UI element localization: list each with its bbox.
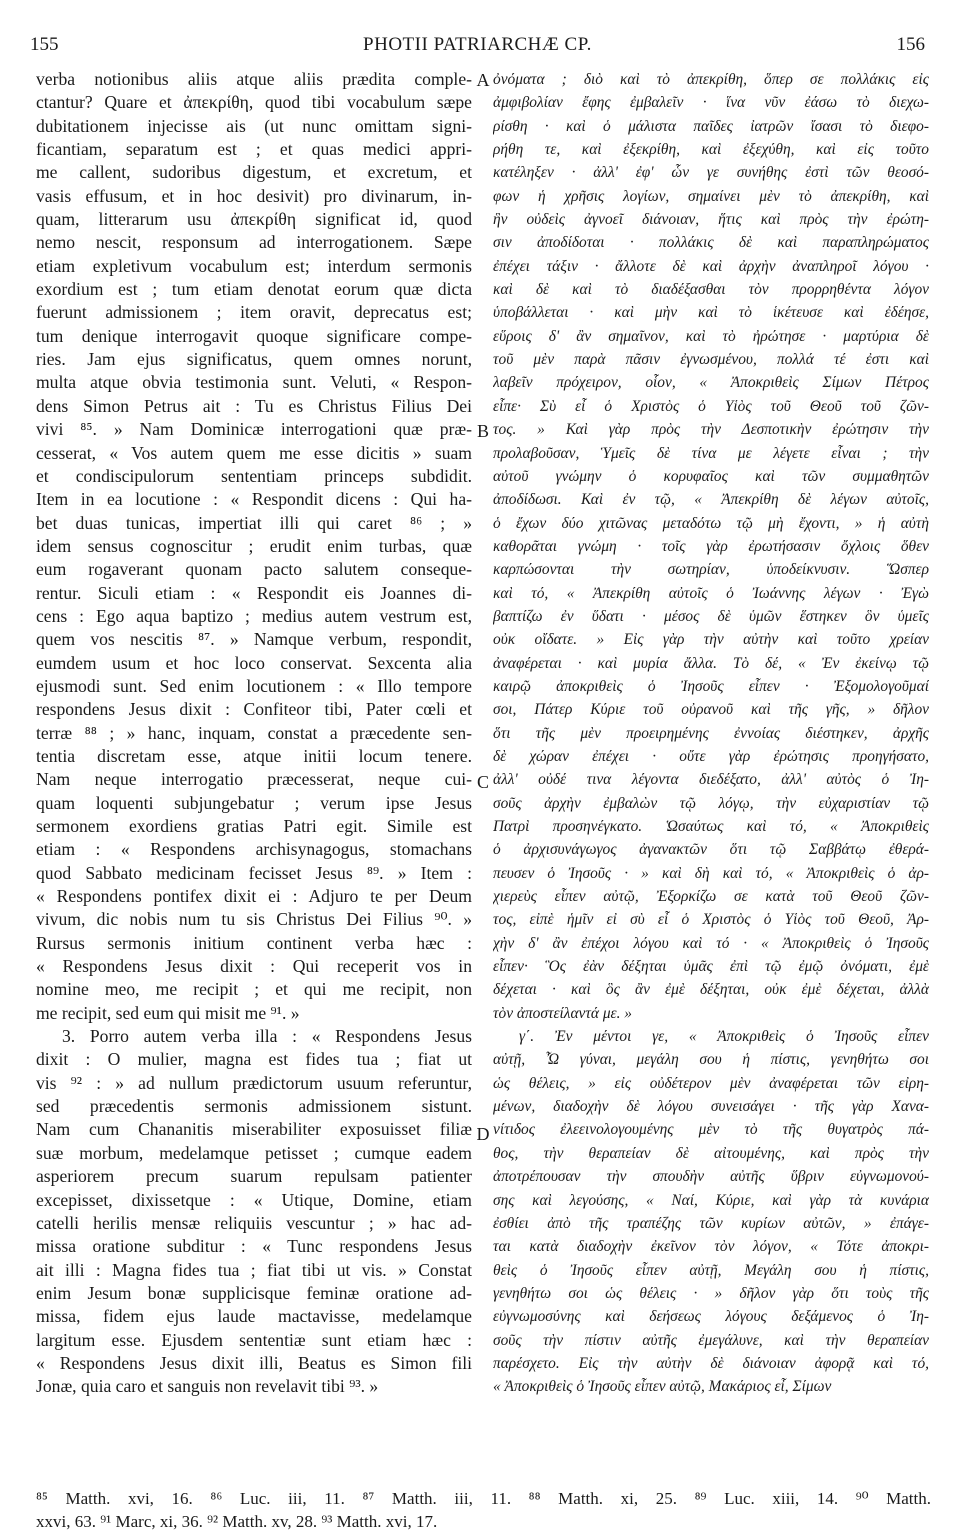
left-page-number: 155	[30, 34, 59, 55]
text-line: εὐγνωμοσύνης καὶ δεήσεως λόγους δεξάμενος ὁ Ἰη-	[493, 1308, 929, 1326]
text-line: αὐτοῦ γνώμην ὁ κορυφαῖος καὶ τῶν συμμαθητῶν	[493, 467, 929, 485]
text-line: idem sensus cognoscitur ; erudit enim turbas, quæ	[36, 535, 472, 556]
text-line: multa atque obvia testimonia sunt. Veluti, « Respon-	[36, 372, 472, 393]
text-line: rentur. Siculi etiam : « Respondit eis Joannes di-	[36, 582, 472, 603]
text-line: quod Sabbato medicinam fecisset Jesus ⁸⁹. » Item :	[36, 862, 472, 883]
text-line: vivum, dic nobis num tu sis Christus Dei Filius ⁹⁰. »	[36, 909, 472, 930]
text-line: καὶ τό, « Ἀπεκρίθη αὐτοῖς ὁ Ἰωάννης λέγων · Ἐγὼ	[493, 584, 929, 602]
text-line: catelli herilis mensæ reliquiis vescuntur ; » hac ad-	[36, 1212, 472, 1233]
text-line: Nam cum Chananitis miserabiliter exposuisset filiæ	[36, 1119, 472, 1140]
text-line: ρίσθη · καὶ ὁ μάλιστα παῖδες ἰατρῶν ἴσασι τὸ διεφο-	[493, 117, 929, 135]
text-line: Jonæ, quia caro et sanguis non revelavit tibi ⁹³. »	[36, 1376, 379, 1397]
text-line: ὁ ἀρχισυνάγωγος ἀγανακτῶν ὅτι τῷ Σαββάτῳ ἐθερά-	[493, 841, 929, 859]
text-line: βαπτίζω ἐν ὕδατι · μέσος δὲ ὑμῶν ἕστηκεν ὃν ὑμεῖς	[493, 607, 929, 625]
text-line: ejusmodi sunt. Sed enim locutionem : « Illo tempore	[36, 675, 472, 696]
text-line: sed præcedentis sermonis admissionem sistunt.	[36, 1096, 472, 1117]
text-line: enim Jesum bonæ supplicisque feminæ oratione ad-	[36, 1282, 472, 1303]
text-line: terræ ⁸⁸ ; » hanc, inquam, constat a præcedente sen-	[36, 722, 472, 743]
text-line: vasis effusum, et in hoc desivit) pro divinarum, in-	[36, 185, 472, 206]
text-line: καιρῷ ἀποκριθεὶς ὁ Ἰησοῦς εἶπεν · Ἐξομολογοῦμαί	[493, 677, 929, 695]
text-line: ὀνόματα ; διὸ καὶ τὸ ἀπεκρίθη, ὅπερ σε πολλάκις εἰς	[493, 71, 929, 88]
text-line: δέχεται · καὶ ὃς ἂν ἐμὲ δέξηται, οὐκ ἐμὲ δέχεται, ἀλλὰ	[493, 981, 929, 999]
text-line: dubitationem injecisse ais (ut nunc omittam signi-	[36, 115, 472, 136]
text-line: ait illi : Magna fides tua ; fiat tibi ut vis. » Constat	[36, 1259, 472, 1280]
text-line: verba notionibus aliis atque aliis prædita comple-	[36, 69, 472, 89]
text-line: etiam expletivum vocabulum est; interdum sermonis	[36, 255, 472, 276]
text-line: ἀποδίδωσι. Καὶ ἐν τῷ, « Ἀπεκρίθη δὲ λέγων αὐτοῖς,	[493, 491, 929, 509]
section-marker-a: A	[476, 70, 490, 90]
text-line: καθορᾶται γνώμη · τοῖς γὰρ ἐρωτήσασιν ὄχλοις ὅθεν	[493, 537, 929, 555]
text-line: vis ⁹² : » ad nullum prædictorum usuum referuntur,	[36, 1072, 472, 1093]
text-line: χιερεὺς εἶπεν αὐτῷ, Ἐξορκίζω σε κατὰ τοῦ Θεοῦ ζῶν-	[493, 888, 929, 906]
text-line: cens : Ego aqua baptizo ; medius autem vestrum est,	[36, 605, 472, 626]
text-line: ἣν οὐδεὶς ἀγνοεῖ διάνοιαν, ἥτις καὶ πρὸς τὴν ἐρώτη-	[493, 211, 929, 229]
text-line: ται κατὰ διαδοχὴν ἐκεῖνον τὸν λόγον, « Τότε ἀποκρι-	[493, 1238, 929, 1256]
text-line: ὑποβάλλεται · καὶ μὴν καὶ τὸ ἱκέτευσε καὶ ἐδέησε,	[493, 304, 929, 322]
text-line: quam, litterarum usu ἀπεκρίθη significat id, quod	[36, 209, 472, 230]
text-line: et condiscipulorum sententiam princeps subdidit.	[36, 465, 472, 486]
text-line: ἐσθίει ἀπὸ τῆς τραπέζης τῶν κυρίων αὐτῶν, » ἐπάγε-	[493, 1214, 929, 1232]
text-line: nemo nescit, responsum ad interrogationem. Sæpe	[36, 232, 472, 253]
text-line: missa, fidem ejus laude mactavisse, medelamque	[36, 1306, 472, 1327]
section-marker-b: B	[476, 421, 489, 441]
text-line: κατέληξεν · ἀλλ' ἐφ' ὧν γε συνήθης ἐστὶ τῶν θεοσό-	[493, 164, 929, 182]
text-line: Πατρὶ προσηνέγκατο. Ὡσαύτως καὶ τό, « Ἀποκριθεὶς	[493, 818, 929, 835]
text-line: eumdem usum et hoc loco conservat. Sexcenta alia	[36, 652, 472, 673]
text-line: etiam : « Respondens archisynagogus, stomachans	[36, 839, 472, 860]
text-line: ctantur? Quare et ἀπεκρίθη, quod tibi vocabulum sæpe	[36, 92, 472, 113]
text-line: suæ morbum, medelamque petisset ; cumque eadem	[36, 1142, 472, 1163]
text-line: σοῦς τὴν πίστιν αὐτῆς ἐμεγάλυνε, καὶ τὴν θεραπείαν	[493, 1331, 929, 1349]
text-line: ἀποτρέπουσαν τὴν σπουδὴν αὐτῆς ὕβριν εὐγνωμονού-	[493, 1168, 929, 1186]
text-line: προλαβοῦσαν, Ὑμεῖς δὲ τίνα με λέγετε εἶναι ; τὴν	[493, 444, 929, 462]
text-line: ρήθη τε, καὶ ἐξεκρίθη, καὶ ἐξεχύθη, καὶ εἰς τοῦτο	[493, 141, 929, 159]
text-line: τοῦ μὲν παρὰ πᾶσιν ἐγνωσμένου, πολλά τέ ἐστι καὶ	[493, 351, 929, 369]
text-line: cesserat, « Vos autem quem me esse dicitis » suam	[36, 442, 472, 463]
text-line: αὐτῇ, Ὦ γύναι, μεγάλη σου ἡ πίστις, γενηθήτω σοι	[493, 1051, 929, 1069]
text-line: respondens Jesus dixit : Confiteor tibi, Pater cœli et	[36, 699, 472, 720]
text-line: vivi ⁸⁵. » Nam Dominicæ interrogationi quæ præ-	[36, 419, 472, 440]
text-line: θος, τὴν θεραπείαν δὲ αἰτουμένης, καὶ πρὸς τὴν	[493, 1144, 929, 1162]
text-line: εἶπε· Σὺ εἶ ὁ Χριστὸς ὁ Υἱὸς τοῦ Θεοῦ τοῦ ζῶν-	[493, 397, 929, 415]
text-line: ἀλλ' οὐδέ τινα λέγοντα διεδέξατο, ἀλλ' αὐτὸς ὁ Ἰη-	[493, 771, 929, 789]
text-line: exordium est ; tum etiam denotat eorum quæ dicta	[36, 279, 472, 300]
text-line: nomine meo, me recipit ; et qui me recipit, non	[36, 979, 472, 1000]
right-page-number: 156	[896, 34, 925, 55]
text-line: εἶπεν· Ὃς ἐὰν δέξηται ὑμᾶς ἐπὶ τῷ ἐμῷ ὀνόματι, ἐμὲ	[493, 958, 929, 976]
text-line: tentia discretam esse, atque initii locum tenere.	[36, 745, 472, 766]
text-line: ἀναφέρεται · καὶ μυρία ἄλλα. Τὸ δέ, « Ἐν ἐκείνῳ τῷ	[493, 654, 929, 672]
latin-column	[36, 68, 472, 1399]
text-line: νίτιδος ἐλεεινολογουμένης μὲν τὸ τῆς θυγατρὸς πά-	[493, 1121, 929, 1139]
text-line: τος, εἰπὲ ἡμῖν εἰ σὺ εἶ ὁ Χριστὸς ὁ Υἱὸς τοῦ Θεοῦ, Ἀρ-	[493, 911, 929, 929]
text-line: γ΄. Ἐν μέντοι γε, « Ἀποκριθεὶς ὁ Ἰησοῦς εἶπεν	[519, 1028, 929, 1046]
footnote-line: xxvi, 63. ⁹¹ Marc, xi, 36. ⁹² Matth. xv, 28. ⁹³ Matth. xvi, 17.	[36, 1512, 438, 1531]
text-line: « Respondens Jesus dixit illi, Beatus es Simon fili	[36, 1352, 472, 1373]
text-line: οὐκ οἴδατε. » Εἰς γὰρ τὴν αὐτὴν καὶ τοῦτο χρείαν	[493, 631, 929, 649]
running-header	[30, 34, 925, 60]
text-line: me recipit, sed eum qui misit me ⁹¹. »	[36, 1002, 300, 1023]
text-line: δὲ χώραν ἐπέχει · οὔτε γὰρ ἐρώτησις προηγήσατο,	[493, 747, 929, 765]
text-line: 3. Porro autem verba illa : « Respondens Jesus	[62, 1026, 472, 1047]
text-line: « Respondens pontifex dixit ei : Adjuro te per Deum	[36, 886, 472, 907]
text-line: ἐπέχει τάξιν · ἄλλοτε δὲ καὶ ἀρχὴν ἀναπληροῖ λόγου ·	[493, 257, 929, 275]
text-line: « Ἀποκριθεὶς ὁ Ἰησοῦς εἶπεν αὐτῷ, Μακάριος εἶ, Σίμων	[493, 1378, 832, 1396]
text-line: asperiorem precum suarum repulsam patienter	[36, 1166, 472, 1187]
text-line: ὡς θέλεις, » εἰς οὐδέτερον μὲν ἀναφέρεται τῶν εἰρη-	[493, 1074, 929, 1092]
running-title: PHOTII PATRIARCHÆ CP.	[363, 34, 592, 55]
text-line: τος. » Καὶ γὰρ πρὸς τὴν Δεσποτικὴν ἐρώτησιν τὴν	[493, 421, 929, 439]
text-line: quam loquenti subjungebatur ; verum ipse Jesus	[36, 792, 472, 813]
text-line: ries. Jam ejus significatus, quem omnes norunt,	[36, 349, 472, 370]
footnotes	[36, 1487, 931, 1533]
text-line: εὕροις δ' ἂν σημαῖνον, καὶ τὸ ἠρώτησε · μαρτύρια δὲ	[493, 327, 929, 345]
text-line: tum denique interrogavit quoque significare compe-	[36, 325, 472, 346]
text-line: ficantiam, separatum est ; et quas medici appri-	[36, 139, 472, 160]
text-line: dens Simon Petrus ait : Tu es Christus Filius Dei	[36, 395, 472, 416]
text-line: θεὶς ὁ Ἰησοῦς εἶπεν αὐτῇ, Μεγάλη σου ἡ πίστις,	[493, 1261, 929, 1279]
text-line: μένων, διαδοχὴν δὲ λόγου συνεισάγει · τῆς γὰρ Χανα-	[493, 1098, 929, 1116]
text-line: ὁ ἔχων δύο χιτῶνας μεταδότω τῷ μὴ ἔχοντι, » ἡ αὐτὴ	[493, 514, 929, 532]
text-line: λαβεῖν πρόχειρον, οἷον, « Ἀποκριθεὶς Σίμων Πέτρος	[493, 374, 929, 392]
text-line: σοι, Πάτερ Κύριε τοῦ οὐρανοῦ καὶ τῆς γῆς, » δῆλον	[493, 701, 929, 719]
text-line: φων ἡ χρῆσις λογίων, σημαίνει μὲν τὸ ἀπεκρίθη, καὶ	[493, 187, 929, 205]
text-line: ἀμφιβολίαν ἔφης ἐμβαλεῖν · ἵνα νῦν ἐάσω τὸ διεχω-	[493, 94, 929, 112]
footnote-line: ⁸⁵ Matth. xvi, 16. ⁸⁶ Luc. iii, 11. ⁸⁷ Matth. iii, 11. ⁸⁸ Matth. xi, 25. ⁸⁹ Luc. xiii, 14. ⁹⁰ Matth.	[36, 1489, 931, 1508]
text-line: σοῦς ἀρχὴν ἐμβαλὼν τῷ λόγῳ, τὴν εὐχαριστίαν τῷ	[493, 794, 929, 812]
text-line: Nam neque interrogatio præcesserat, neque cui-	[36, 769, 472, 790]
greek-column	[493, 68, 929, 1399]
text-line: excepisset, dixissetque : « Utique, Domine, etiam	[36, 1189, 472, 1210]
text-line: ὅτι τῆς μὲν προειρημένης ἐννοίας διέστηκεν, ἀρχῆς	[493, 724, 929, 742]
text-line: Item in ea locutione : « Respondit dicens : Qui ha-	[36, 489, 472, 510]
text-line: χὴν δ' ἂν ἐπέχοι λόγου καὶ τό · « Ἀποκριθεὶς ὁ Ἰησοῦς	[493, 934, 929, 952]
text-line: σης καὶ λεγούσης, « Ναί, Κύριε, καὶ γὰρ τὰ κυνάρια	[493, 1191, 929, 1209]
text-line: « Respondens Jesus dixit : Qui receperit vos in	[36, 956, 472, 977]
text-line: quem vos nescitis ⁸⁷. » Namque verbum, respondit,	[36, 629, 472, 650]
text-line: παρέσχετο. Εἰς τὴν αὐτὴν δὲ διάνοιαν ἀφορᾷ καὶ τό,	[493, 1354, 929, 1372]
text-line: largitum esse. Ejusdem sententiæ sunt etiam hæc :	[36, 1329, 472, 1350]
text-line: me callent, sudoribus digestum, et excretum, et	[36, 162, 472, 183]
text-line: πευσεν ὁ Ἰησοῦς · » καὶ δὴ καὶ τό, « Ἀποκριθεὶς ὁ ἀρ-	[493, 864, 929, 882]
text-line: dixit : O mulier, magna est fides tua ; fiat ut	[36, 1049, 472, 1070]
text-line: fuerunt admissionem ; item oravit, deprecatus est;	[36, 302, 472, 323]
text-line: τὸν ἀποστείλαντά με. »	[493, 1004, 632, 1022]
text-line: γενηθήτω σοι ὡς θέλεις · » δῆλον γὰρ ὅτι τοὺς τῆς	[493, 1284, 929, 1302]
text-line: καὶ δὲ καὶ τὸ διαδέξασθαι τὸν προρρηθέντα λόγον	[493, 281, 929, 299]
text-line: eum rogaverant quonam pacto salutem conseque-	[36, 559, 472, 580]
section-marker-d: D	[476, 1124, 490, 1144]
section-marker-c: C	[476, 772, 489, 792]
text-line: missa oratione subditur : « Tunc respondens Jesus	[36, 1236, 472, 1257]
text-line: σιν ἀποδίδοται · πολλάκις δὲ καὶ παραπληρώματος	[493, 234, 929, 252]
text-line: Rursus sermonis initium continent verba hæc :	[36, 932, 472, 953]
text-line: καρπώσονται τὴν σωτηρίαν, ὑποδείκνυσιν. Ὥσπερ	[493, 561, 929, 579]
text-line: bet duas tunicas, impertiat illi qui caret ⁸⁶ ; »	[36, 512, 472, 533]
text-line: sermonem exordiens gratias Patri egit. Simile est	[36, 816, 472, 836]
